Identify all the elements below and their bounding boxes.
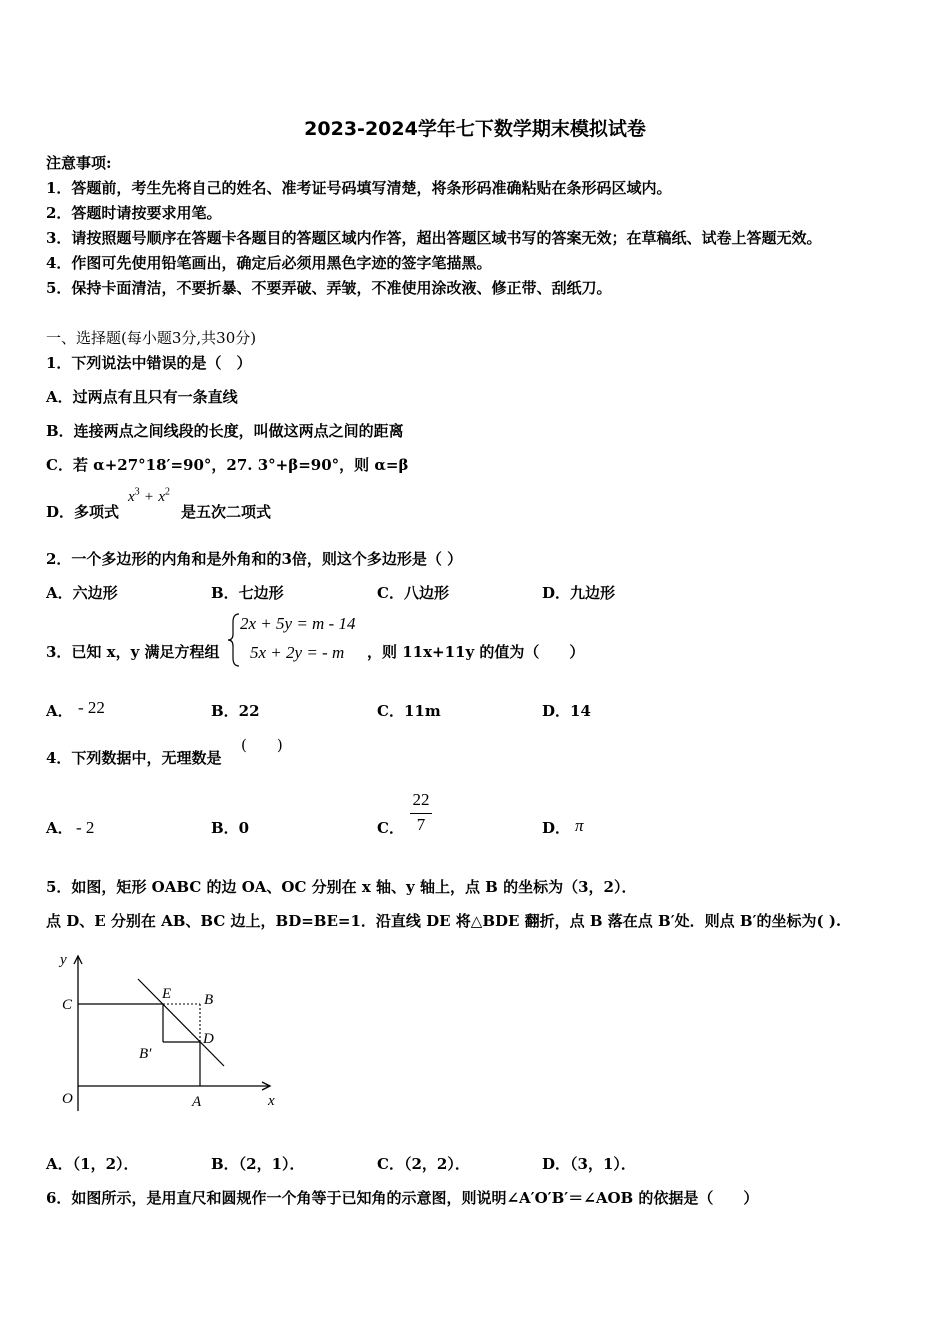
q3-equation-2: 5x + 2y = - m — [250, 643, 345, 662]
notice-item-2: 2．答题时请按要求用笔。 — [46, 204, 222, 222]
page-title: 2023-2024学年七下数学期末模拟试卷 — [304, 118, 646, 140]
q5-option-b: B．（2，1）． — [211, 1155, 305, 1173]
notice-item-3: 3．请按照题号顺序在答题卡各题目的答题区域内作答，超出答题区域书写的答案无效；在草稿纸、试卷上答题无效。 — [46, 229, 822, 247]
q1-option-c: C．若 α+27°18′=90°，27. 3°+β=90°，则 α=β — [46, 456, 409, 474]
q1-option-d-prefix: D．多项式 — [46, 503, 120, 521]
notice-item-1: 1．答题前，考生先将自己的姓名、准考证号码填写清楚，将条形码准确粘贴在条形码区域内。 — [46, 179, 672, 197]
q4-fraction-bar — [410, 813, 432, 814]
label-D: D — [203, 1031, 214, 1047]
q2-stem: 2．一个多边形的内角和是外角和的3倍，则这个多边形是（ ） — [46, 550, 463, 568]
q5-figure — [46, 948, 286, 1116]
q1-poly-x1: x — [128, 489, 135, 505]
q5-option-a: A．（1，2）． — [46, 1155, 139, 1173]
q1-option-a: A．过两点有且只有一条直线 — [46, 388, 238, 406]
notice-heading: 注意事项: — [46, 154, 112, 172]
q4-option-a-label: A． — [46, 819, 73, 837]
notice-item-5: 5．保持卡面清洁，不要折暴、不要弄破、弄皱，不准使用涂改液、修正带、刮纸刀。 — [46, 279, 612, 297]
q1-polynomial — [128, 486, 170, 506]
q5-line-1: 5．如图，矩形 OABC 的边 OA、OC 分别在 x 轴、y 轴上，点 B 的坐标为（3，2）． — [46, 878, 637, 896]
q2-option-b: B．七边形 — [211, 584, 284, 602]
q1-poly-x2: x — [158, 489, 165, 505]
q4-fraction-denominator: 7 — [416, 815, 426, 834]
q2-option-c: C．八边形 — [377, 584, 449, 602]
q4-option-d-value: π — [575, 816, 584, 835]
q3-system-brace — [227, 612, 241, 668]
q3-option-d: D．14 — [542, 702, 591, 720]
label-B: B — [204, 992, 214, 1008]
label-x: x — [268, 1093, 275, 1109]
q4-fraction-numerator: 22 — [412, 790, 430, 809]
q1-option-d-suffix: 是五次二项式 — [181, 503, 272, 521]
label-B-prime: B′ — [139, 1046, 152, 1062]
q5-line-2: 点 D、E 分别在 AB、BC 边上，BD=BE=1．沿直线 DE 将△BDE 翻折，点 B 落在点 B′处．则点 B′的坐标为( ). — [46, 912, 842, 930]
q4-option-a-value: - 2 — [76, 818, 95, 837]
q1-option-b: B．连接两点之间线段的长度，叫做这两点之间的距离 — [46, 422, 404, 440]
q3-option-a-label: A． — [46, 702, 73, 720]
label-A: A — [192, 1094, 202, 1110]
q3-equation-1: 2x + 5y = m - 14 — [240, 614, 356, 633]
q2-option-a: A．六边形 — [46, 584, 118, 602]
q3-option-b: B．22 — [211, 702, 260, 720]
q3-suffix: ，则 11x+11y 的值为（ ） — [367, 643, 585, 661]
label-y: y — [60, 952, 67, 968]
q4-option-b: B．0 — [211, 819, 250, 837]
q1-poly-exp2: 2 — [165, 486, 170, 498]
label-C: C — [62, 997, 73, 1013]
label-E: E — [162, 986, 172, 1002]
q4-option-c-label: C． — [377, 819, 404, 837]
q2-option-d: D．九边形 — [542, 584, 616, 602]
q5-option-d: D．（3，1）． — [542, 1155, 636, 1173]
q5-option-c: C．（2，2）． — [377, 1155, 470, 1173]
q3-prefix: 3．已知 x，y 满足方程组 — [46, 643, 220, 661]
q4-option-d-label: D． — [542, 819, 571, 837]
label-O: O — [62, 1091, 73, 1107]
q1-stem: 1．下列说法中错误的是（ ） — [46, 354, 252, 372]
q3-option-c: C．11m — [377, 702, 441, 720]
q6-stem: 6．如图所示，是用直尺和圆规作一个角等于已知角的示意图，则说明∠A′O′B′＝∠AOB 的依据是（ ） — [46, 1189, 759, 1207]
section-heading: 一、选择题(每小题3分,共30分) — [46, 329, 257, 347]
q1-poly-plus: + — [144, 489, 154, 505]
q3-option-a-value: - 22 — [78, 698, 105, 717]
q1-poly-exp1: 3 — [134, 486, 140, 498]
notice-item-4: 4．作图可先使用铅笔画出，确定后必须用黑色字迹的签字笔描黑。 — [46, 254, 492, 272]
q4-stem: 4．下列数据中，无理数是 — [46, 749, 222, 767]
q4-paren: ( ) — [241, 736, 283, 754]
